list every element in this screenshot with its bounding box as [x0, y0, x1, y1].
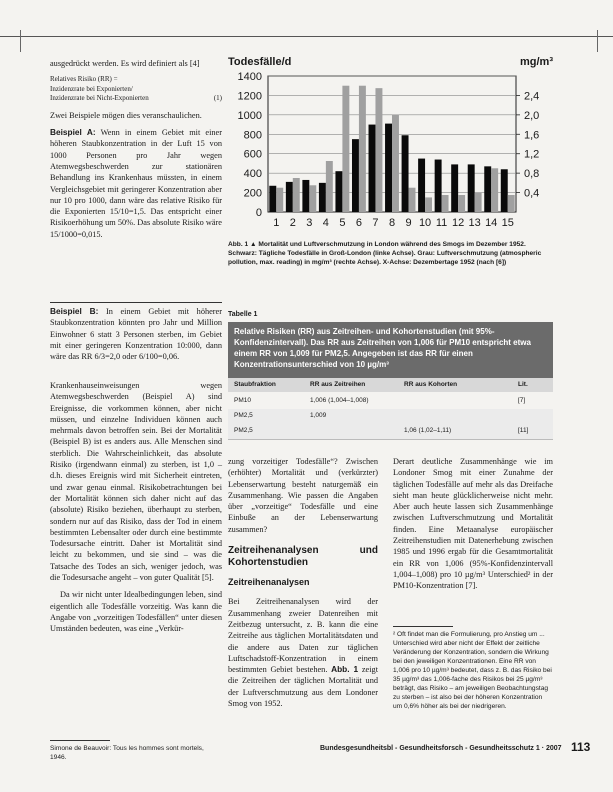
bar-deaths: [319, 183, 326, 212]
x-tick-label: 3: [306, 217, 313, 229]
x-tick-label: 5: [339, 217, 346, 229]
chart-title: Todesfälle/d: [228, 56, 292, 68]
y2-tick-label: 1,6: [524, 129, 540, 142]
paragraph: Bei Zeitreihenanalysen wird der Zusammenhang zweier Datenreihen mit Zeitbezug untersucht, z. B. kann die eine Zeitreihe aus täglichen Mortalitätsdaten und die andere aus Daten zur täglichen Luftschadstoff-Konzentration in einem bestimmten Gebiet bestehen.: [228, 597, 378, 675]
table-cell: 1,006 (1,004–1,008): [310, 397, 369, 404]
x-tick-label: 6: [355, 217, 362, 229]
page-number: 113: [571, 740, 591, 754]
journal-footer: Bundesgesundheitsbl - Gesundheitsforsch - Gesundheitsschutz 1 · 2007: [320, 745, 562, 752]
example-label: Beispiel B:: [50, 306, 99, 316]
x-tick-label: 12: [452, 217, 465, 229]
x-tick-label: 11: [435, 217, 448, 229]
formula-line: Inzidenzrate bei Exponierten/: [50, 84, 133, 93]
y-tick-label: 0: [255, 207, 262, 219]
table-row: [228, 424, 553, 440]
caption-text: ▲ Mortalität und Luftverschmutzung in London während des Smogs im Dezember 1952. Schwarz: Tägliche Todesfälle in Groß-London (linke Achse). Grau: Luftverschmutzung (atmospheric pollution, max. reading) in mg/m³ (rechte Achse). X-Achse: Dezembertage 1952 (nach [6]): [228, 241, 542, 266]
x-tick-label: 2: [289, 217, 296, 229]
table-cell: PM2,5: [234, 412, 253, 419]
y2-tick-label: 0,4: [524, 187, 540, 200]
table-cell: [7]: [518, 397, 526, 404]
bar-pollution: [392, 115, 399, 212]
x-tick-label: 8: [388, 217, 396, 229]
divider: [50, 302, 222, 303]
right-column: [393, 456, 553, 598]
paragraph: zeigt die Zeitreihen der täglichen Mortalität und der Luftverschmutzung aus dem Londoner Smog von 1952.: [228, 665, 378, 709]
mortality-chart: [228, 70, 558, 234]
scan-mark: [597, 30, 598, 52]
table-header: [228, 378, 553, 392]
bar-pollution: [425, 197, 432, 212]
table-col-header: Staubfraktion: [234, 381, 276, 388]
y-tick-label: 200: [243, 187, 262, 200]
table-col-header: RR aus Zeitreihen: [310, 381, 366, 388]
paragraph: Krankenhauseinweisungen wegen Atemwegsbeschwerden (Beispiel A) sind Ereignisse, die vorkommen können, aber nicht müssen, und einzelne Individuen können auch mehrmals davon betroffen sein. Bei der Mortalität (Beispiel B) ist es anders aus. Alle Menschen sind sterblich. Die Wahrscheinlichkeit, das absolute Risiko (irgendwann einmal) zu sterben, ist 1,0 – d.h. dieses Ereignis wird mit Sicherheit eintreten, und zwar genau einmal. Risikobetrachtungen bei der Mortalität können sich daher nicht auf das (absolute) Risiko beziehen, überhaupt zu sterben, sondern nur auf das Risiko, dass der Tod in einem bestimmten Lebensalter oder durch eine bestimmte Todesursache eintritt. Daher ist Mortalität sind leicht zu bekommen, und sie sind – was die Tatsache des Todes an sich, weniger jedoch, was die Todesursache angeht – von guter Qualität [5].: [50, 381, 222, 583]
y-tick-label: 400: [243, 168, 262, 181]
table-col-header: RR aus Kohorten: [404, 381, 458, 388]
bar-deaths: [269, 186, 276, 212]
table-cell: [11]: [518, 427, 529, 434]
bar-pollution: [409, 188, 416, 212]
x-tick-label: 7: [372, 217, 379, 229]
bar-deaths: [484, 166, 491, 212]
bar-pollution: [276, 188, 283, 212]
bar-pollution: [375, 88, 382, 212]
bar-pollution: [442, 195, 449, 212]
table-label: Tabelle 1: [228, 311, 258, 318]
bar-deaths: [369, 125, 376, 212]
bar-deaths: [385, 124, 392, 212]
y-tick-label: 800: [243, 129, 262, 142]
section-heading: Zeitreihenanalysen und Kohortenstudien: [228, 545, 378, 569]
bar-pollution: [293, 178, 300, 212]
text-line: als [4]: [178, 59, 200, 68]
bar-pollution: [342, 86, 349, 212]
figure-reference[interactable]: Abb. 1: [331, 664, 359, 675]
subsection-heading: Zeitreihenanalysen: [228, 577, 310, 588]
table-title: Relative Risiken (RR) aus Zeitreihen- und Kohortenstudien (mit 95%-Konfidenzintervall). Das RR aus Zeitreihen von 1,006 für PM10 entspricht etwa einem RR von 1,009 für PM2,5. Angegeben ist das RR für einen Konzentrationsunterschied von 10 µg/m³: [228, 322, 553, 378]
chart-right-unit: mg/m³: [520, 56, 553, 68]
x-tick-label: 4: [322, 217, 329, 229]
paragraph: Da wir nicht unter Idealbedingungen leben, sind eigentlich alle Todesfälle vorzeitig. Was kann die Angabe von „vorzeitigen Todesfällen“ unter diesen Umständen bedeuten, was eine „Verkür-: [50, 590, 222, 634]
bar-pollution: [508, 195, 515, 212]
bar-deaths: [402, 135, 409, 212]
example-label: Beispiel A:: [50, 127, 96, 138]
x-tick-label: 9: [405, 217, 412, 229]
bar-deaths: [501, 169, 508, 212]
footnote-left: Simone de Beauvoir: Tous les hommes sont mortels, 1946.: [50, 745, 204, 761]
bar-deaths: [335, 171, 342, 212]
table-cell: PM2,5: [234, 427, 253, 434]
bar-pollution: [458, 195, 465, 212]
y2-tick-label: 1,2: [524, 148, 540, 161]
bar-deaths: [451, 164, 458, 212]
caption-label: Abb. 1: [228, 241, 249, 248]
left-column-lower: [50, 380, 222, 641]
y-tick-label: 1200: [237, 90, 262, 103]
bar-pollution: [309, 185, 316, 212]
bar-pollution: [475, 193, 482, 212]
example-text: Wenn in einem Gebiet mit einer höheren Staubkonzentration in der Luft 15 von 1000 Personen pro Jahr wegen Atemwegsbeschwerden zur stationären Behandlung ins Krankenhaus müssten, in einem Vergleichsgebiet mit geringerer Konzentration aber nur 10 pro 1000, dann wäre das relative Risiko für die Exponierten 15/10=1,5. Das entspricht einer Risikoerhöhung um 50%. Das absolute Risiko wäre 15/1000=0,015.: [50, 128, 222, 239]
bar-pollution: [491, 168, 498, 212]
bar-deaths: [418, 159, 425, 212]
table-cell: 1,06 (1,02–1,11): [404, 427, 452, 434]
paragraph: zung vorzeitiger Todesfälle“? Zwischen (erhöhter) Mortalität und (verkürzter) Lebenserwartung besteht naturgemäß ein Zusammenhang. Wie passen die Angaben über „vorzeitige“ Todesfälle und eine Einbuße an der Lebenserwartung zusammen?: [228, 457, 378, 534]
scan-mark: [20, 30, 21, 52]
footnote-right: ² Oft findet man die Formulierung, pro Anstieg um ... Unterschied wird aber nicht der Effekt der zeitliche Veränderung der Konzentration, sondern die Wirkung bei den jeweiligen Konzentrationen. Eine RR von 1,006 pro 10 µg/m³ bedeutet, dass z. B. das Risiko bei 35 µg/m³ das 1,006-fache des Risikos bei 25 µg/m³ beträgt, das Risiko – am jeweiligen Beobachtungstag zu sterben – ist also bei der höheren Konzentration um 0,6% höher als bei der niedrigeren.: [393, 631, 552, 710]
bar-pollution: [359, 86, 366, 212]
formula-line: Relatives Risiko (RR) =: [50, 75, 118, 84]
table-row: [228, 409, 553, 425]
left-column-top: [50, 58, 222, 246]
formula-number: (1): [213, 94, 222, 103]
bar-deaths: [435, 160, 442, 212]
table-cell: 1,009: [310, 412, 327, 419]
example-b: [50, 306, 222, 368]
paragraph: Derart deutliche Zusammenhänge wie im Londoner Smog mit einer Zunahme der täglichen Todesfälle auf mehr als das Dreifache sieht man heute glücklicherweise nicht mehr. Aber auch heute lassen sich Zusammenhänge zwischen Luftverschmutzung und Mortalität finden. Eine Metaanalyse europäischer Zeitreihenstudien mit Datenerhebung zwischen 1985 und 1996 ergab für die Gesamtmortalität ein RR von 1,006 (95%-Konfidenzintervall 1,004–1,008) pro 10 µg/m³ Unterschied² in der PM10-Konzentration [7].: [393, 457, 553, 591]
x-tick-label: 13: [468, 217, 481, 229]
bar-deaths: [352, 139, 359, 212]
footnote-rule: [50, 740, 110, 741]
bar-pollution: [326, 161, 333, 212]
text-line: Zwei Beispiele mögen dies veranschaulichen.: [50, 110, 202, 120]
x-tick-label: 14: [485, 217, 498, 229]
middle-column: [228, 456, 378, 715]
x-tick-label: 1: [273, 217, 280, 229]
y2-tick-label: 2,4: [524, 90, 540, 103]
y-tick-label: 1400: [237, 71, 262, 83]
formula: [50, 75, 222, 104]
formula-line: Inzidenzrate bei Nicht-Exponierten: [50, 94, 149, 103]
bar-deaths: [468, 164, 475, 212]
y-tick-label: 600: [243, 148, 262, 161]
x-tick-label: 15: [501, 217, 514, 229]
footnote-rule: [393, 626, 453, 627]
table-cell: PM10: [234, 397, 251, 404]
table-row: [228, 394, 553, 410]
scan-border-line: [0, 36, 613, 37]
figure-caption: [228, 240, 553, 267]
example-text: In einem Gebiet mit höherer Staubkonzentration könnten pro Jahr und Million Einwohner 6 statt 3 Personen sterben, im Gebiet mit einer geringeren Konzentration 10:000, dann wäre das RR 6/3=2,0 oder 6/100=0,06.: [50, 307, 223, 362]
y2-tick-label: 2,0: [524, 109, 540, 122]
y2-tick-label: 0,8: [524, 168, 540, 181]
table-col-header: Lit.: [518, 381, 528, 388]
bar-deaths: [286, 182, 293, 212]
x-tick-label: 10: [418, 217, 432, 229]
text-line: ausgedrückt werden. Es wird definiert: [50, 59, 177, 68]
bar-deaths: [302, 180, 309, 212]
y-tick-label: 1000: [237, 109, 262, 122]
